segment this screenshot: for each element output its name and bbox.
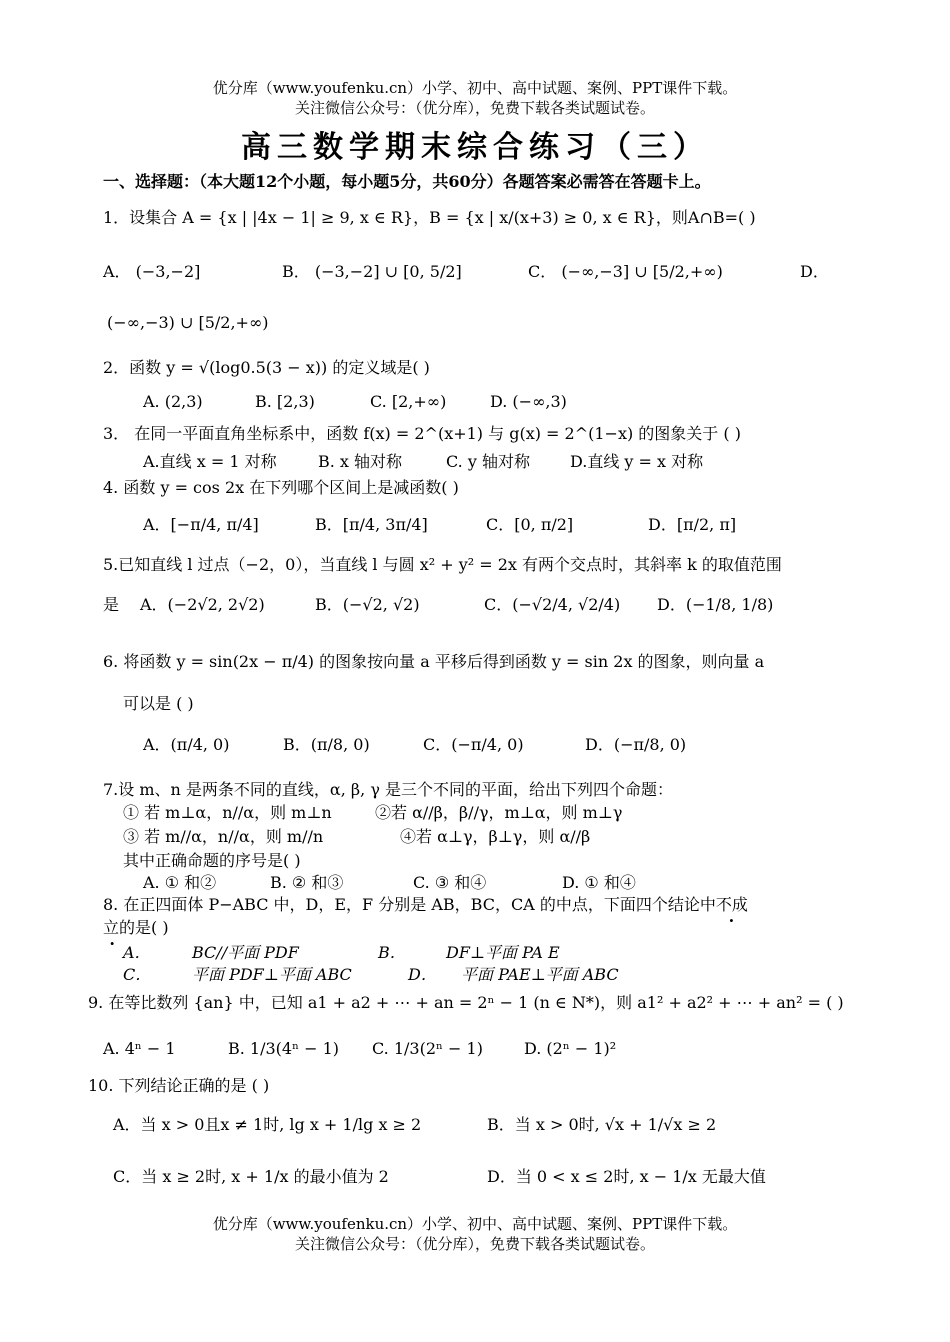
q8-option-c: 平面 PDF⊥平面 ABC	[192, 965, 352, 984]
q2-option-b: B. [2,3)	[255, 392, 315, 411]
q4-option-d: D．[π/2, π]	[648, 515, 737, 534]
q6-option-d: D．(−π/8, 0)	[585, 735, 687, 754]
q5-option-d: D．(−1/8, 1/8)	[657, 595, 774, 614]
q8-stem-emphasis: 不成	[715, 895, 748, 914]
page-title: 高三数学期末综合练习（三）	[241, 130, 709, 165]
q5-stem: 5.已知直线 l 过点（−2，0），当直线 l 与圆 x² + y² = 2x 有两个交点时，其斜率 k 的取值范围	[103, 555, 782, 574]
q8-option-c-label: C．	[123, 965, 152, 984]
q7-prop-4: ④若 α⊥γ，β⊥γ，则 α//β	[400, 827, 591, 846]
q7-prop-1: ① 若 m⊥α，n//α，则 m⊥n	[123, 803, 332, 822]
q4-stem: 4. 函数 y = cos 2x 在下列哪个区间上是减函数( )	[103, 478, 459, 497]
q1-option-c: C． (−∞,−3] ∪ [5/2,+∞)	[528, 262, 723, 281]
q9-option-d: D. (2ⁿ − 1)²	[524, 1039, 617, 1058]
q10-option-b: B．当 x > 0时, √x + 1/√x ≥ 2	[487, 1115, 717, 1134]
q7-option-a: A. ① 和②	[143, 873, 217, 892]
q4-option-b: B．[π/4, 3π/4]	[315, 515, 428, 534]
q8-option-d-label: D．	[408, 965, 437, 984]
q8-option-d: 平面 PAE⊥平面 ABC	[461, 965, 619, 984]
q8-option-b-label: B．	[378, 943, 406, 962]
footer-line-2: 关注微信公众号：（优分库），免费下载各类试题试卷。	[294, 1235, 655, 1253]
q6-stem: 6. 将函数 y = sin(2x − π/4) 的图象按向量 a 平移后得到函数 y = sin 2x 的图象，则向量 a	[103, 652, 765, 671]
q10-option-a: A．当 x > 0且x ≠ 1时, lg x + 1/lg x ≥ 2	[113, 1115, 422, 1134]
q8-stem2-text: 的是( )	[119, 918, 169, 937]
q10-option-d: D．当 0 < x ≤ 2时, x − 1/x 无最大值	[487, 1167, 766, 1186]
section-heading: 一、选择题：（本大题12个小题，每小题5分，共60分）各题答案必需答在答题卡上。	[103, 172, 711, 191]
q2-stem: 2．函数 y = √(log0.5(3 − x)) 的定义域是( )	[103, 358, 430, 377]
q7-ask: 其中正确命题的序号是( )	[123, 851, 301, 870]
q9-stem: 9. 在等比数列 {an} 中，已知 a1 + a2 + ⋯ + an = 2ⁿ − 1 (n ∈ N*)，则 a1² + a2² + ⋯ + an² = ( )	[88, 993, 844, 1012]
q8-option-a-label: A．	[123, 943, 151, 962]
q10-option-c: C．当 x ≥ 2时, x + 1/x 的最小值为 2	[113, 1167, 389, 1186]
q3-option-a: A.直线 x = 1 对称	[143, 452, 277, 471]
q7-prop-2: ②若 α//β，β//γ，m⊥α，则 m⊥γ	[375, 803, 623, 822]
q8-stem2-emphasis: 立	[103, 918, 120, 937]
q6-stem-2: 可以是 ( )	[123, 694, 194, 713]
q6-option-a: A．(π/4, 0)	[143, 735, 230, 754]
q5-option-b: B．(−√2, √2)	[315, 595, 420, 614]
q9-option-a: A. 4ⁿ − 1	[103, 1039, 176, 1058]
q3-stem: 3． 在同一平面直角坐标系中，函数 f(x) = 2^(x+1) 与 g(x) = 2^(1−x) 的图象关于 ( )	[103, 424, 741, 443]
q1-stem: 1．设集合 A = {x | |4x − 1| ≥ 9, x ∈ R}，B = {x | x/(x+3) ≥ 0, x ∈ R}，则A∩B=( )	[103, 208, 756, 227]
q6-option-b: B．(π/8, 0)	[283, 735, 370, 754]
q9-option-b: B. 1/3(4ⁿ − 1)	[228, 1039, 340, 1058]
q8-option-b: DF⊥平面 PA E	[446, 943, 560, 962]
q1-option-a: A． (−3,−2]	[103, 262, 201, 281]
q8-stem-2	[103, 918, 169, 938]
q3-option-c: C. y 轴对称	[446, 452, 530, 471]
q10-stem: 10. 下列结论正确的是 ( )	[88, 1076, 270, 1095]
q4-option-c: C．[0, π/2]	[486, 515, 574, 534]
q7-option-b: B. ② 和③	[270, 873, 344, 892]
q2-option-a: A. (2,3)	[143, 392, 203, 411]
q8-option-a: BC//平面 PDF	[192, 943, 299, 962]
q2-option-d: D. (−∞,3)	[490, 392, 567, 411]
q4-option-a: A．[−π/4, π/4]	[143, 515, 259, 534]
q3-option-b: B. x 轴对称	[318, 452, 403, 471]
q1-option-b: B． (−3,−2] ∪ [0, 5/2]	[282, 262, 462, 281]
q9-option-c: C. 1/3(2ⁿ − 1)	[372, 1039, 483, 1058]
q1-option-d-label: D．	[800, 262, 829, 281]
q1-option-d: (−∞,−3) ∪ [5/2,+∞)	[107, 313, 269, 332]
q7-stem: 7.设 m、n 是两条不同的直线，α, β, γ 是三个不同的平面，给出下列四个命题：	[103, 780, 673, 799]
footer-line-1: 优分库（www.youfenku.cn）小学、初中、高中试题、案例、PPT课件下载。	[212, 1215, 738, 1233]
header-line-1: 优分库（www.youfenku.cn）小学、初中、高中试题、案例、PPT课件下载。	[212, 79, 738, 97]
q6-option-c: C．(−π/4, 0)	[423, 735, 524, 754]
q2-option-c: C. [2,+∞)	[370, 392, 447, 411]
q7-prop-3: ③ 若 m//α，n//α，则 m//n	[123, 827, 324, 846]
header-line-2: 关注微信公众号：（优分库），免费下载各类试题试卷。	[294, 99, 655, 117]
q7-option-d: D. ① 和④	[562, 873, 636, 892]
q8-stem-text: 8. 在正四面体 P−ABC 中，D，E，F 分别是 AB，BC，CA 的中点，下面四个结论中	[103, 895, 716, 914]
q5-lead: 是	[103, 595, 120, 614]
q3-option-d: D.直线 y = x 对称	[570, 452, 704, 471]
q8-stem	[103, 895, 748, 915]
q5-option-a: A．(−2√2, 2√2)	[140, 595, 265, 614]
q7-option-c: C. ③ 和④	[413, 873, 487, 892]
q5-option-c: C．(−√2/4, √2/4)	[484, 595, 621, 614]
